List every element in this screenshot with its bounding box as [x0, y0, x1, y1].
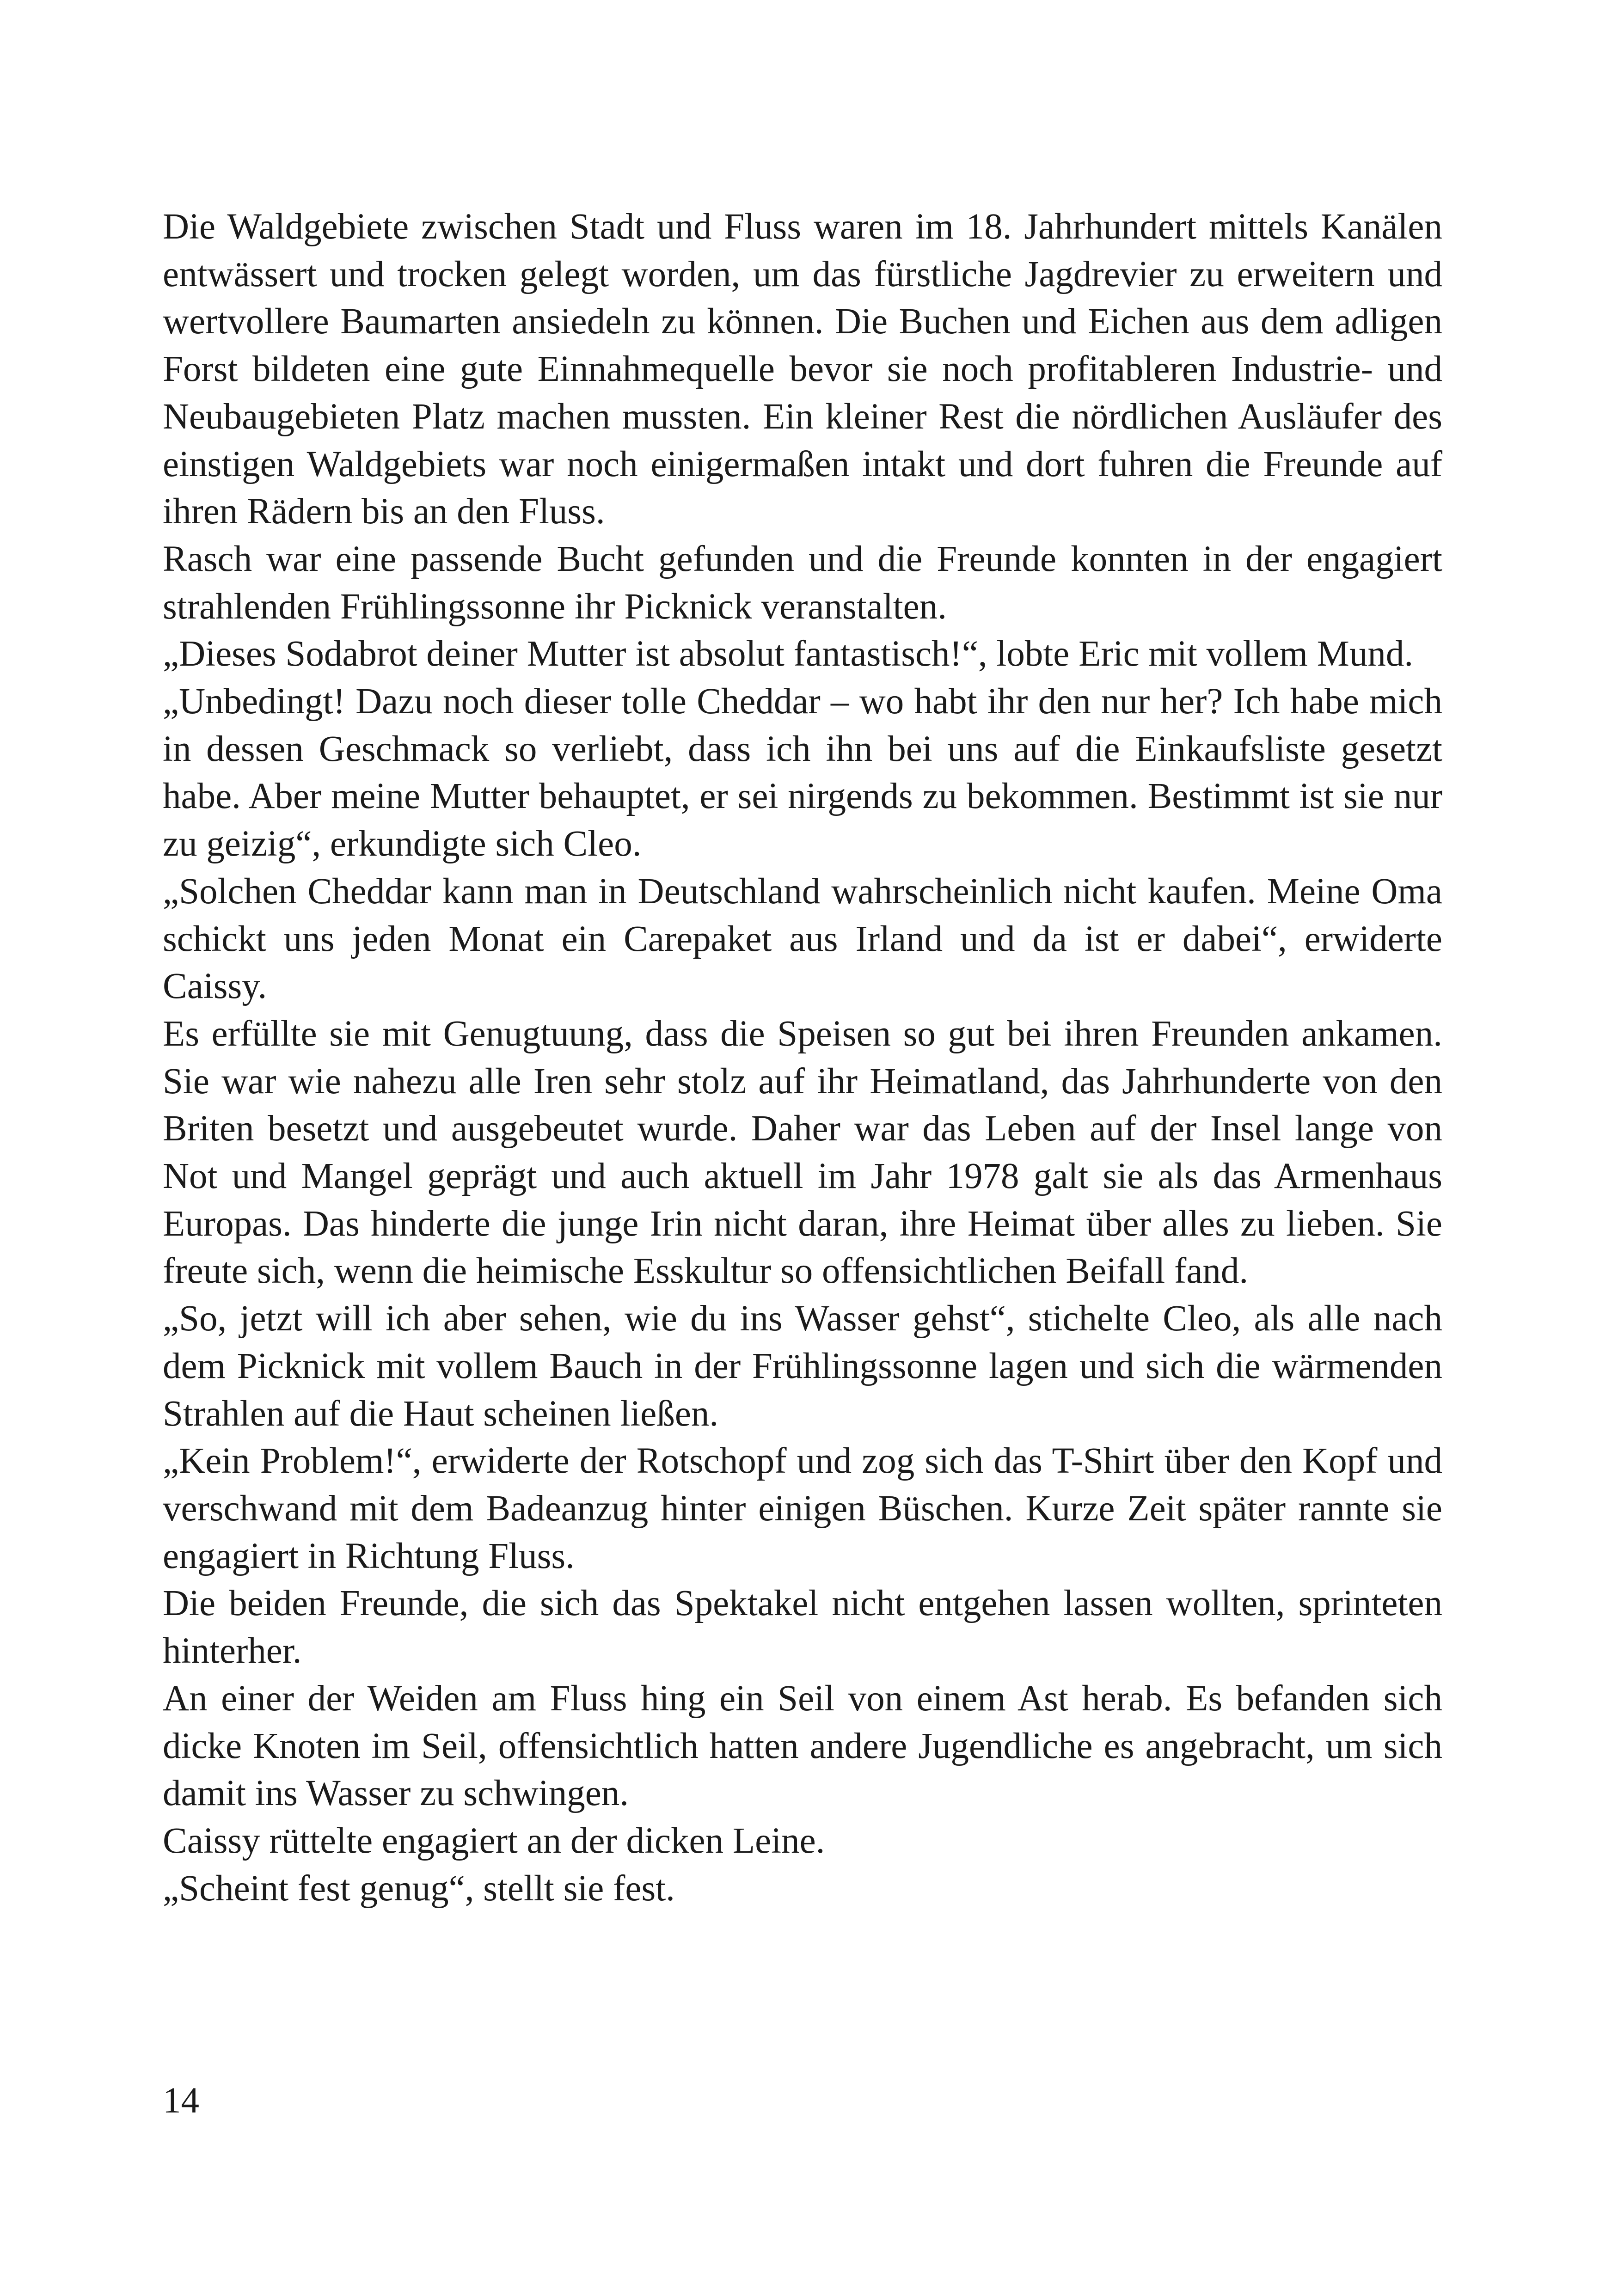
paragraph: „Scheint fest genug“, stellt sie fest. — [163, 1868, 675, 1909]
paragraph: Rasch war eine passende Bucht gefunden und die Freunde konnten in der engagiert strahlenden Frühlingssonne ihr Picknick veranstalten. — [163, 539, 1442, 627]
paragraph: „Solchen Cheddar kann man in Deutschland wahrscheinlich nicht kaufen. Meine Oma schickt uns jeden Monat ein Carepaket aus Irland und da ist er dabei“, erwiderte Caissy. — [163, 871, 1442, 1007]
paragraph: „Kein Problem!“, erwiderte der Rotschopf und zog sich das T-Shirt über den Kopf und verschwand mit dem Badeanzug hinter einigen Büschen. Kurze Zeit später rannte sie engagiert in Richtung Fluss. — [163, 1441, 1442, 1576]
paragraph: „Unbedingt! Dazu noch dieser tolle Cheddar – wo habt ihr den nur her? Ich habe mich in dessen Geschmack so verliebt, dass ich ihn bei uns auf die Einkaufsliste gesetzt habe. Aber meine Mutter behauptet, er sei nirgends zu bekommen. Bestimmt ist sie nur zu geizig“, erkundigte sich Cleo. — [163, 681, 1442, 864]
body-text — [163, 203, 1442, 1912]
page-number: 14 — [163, 2081, 199, 2121]
paragraph: An einer der Weiden am Fluss hing ein Seil von einem Ast herab. Es befanden sich dicke Knoten im Seil, offensichtlich hatten andere Jugendliche es angebracht, um sich damit ins Wasser zu schwingen. — [163, 1678, 1442, 1814]
paragraph: Die Waldgebiete zwischen Stadt und Fluss waren im 18. Jahrhundert mittels Kanälen entwässert und trocken gelegt worden, um das fürstliche Jagdrevier zu erweitern und wertvollere Baumarten ansiedeln zu können. Die Buchen und Eichen aus dem adligen Forst bildeten eine gute Einnahmequelle bevor sie noch profitableren Industrie- und Neubaugebieten Platz machen mussten. Ein kleiner Rest die nördlichen Ausläufer des einstigen Waldgebiets war noch einigermaßen intakt und dort fuhren die Freunde auf ihren Rädern bis an den Fluss. — [163, 207, 1442, 532]
paragraph: „Dieses Sodabrot deiner Mutter ist absolut fantastisch!“, lobte Eric mit vollem Mund. — [163, 634, 1414, 674]
paragraph: Caissy rüttelte engagiert an der dicken Leine. — [163, 1820, 825, 1861]
paragraph: „So, jetzt will ich aber sehen, wie du ins Wasser gehst“, stichelte Cleo, als alle nach dem Picknick mit vollem Bauch in der Frühlingssonne lagen und sich die wärmenden Strahlen auf die Haut scheinen ließen. — [163, 1298, 1442, 1434]
paragraph: Es erfüllte sie mit Genugtuung, dass die Speisen so gut bei ihren Freunden ankamen. Sie war wie nahezu alle Iren sehr stolz auf ihr Heimatland, das Jahrhunderte von den Briten besetzt und ausgebeutet wurde. Daher war das Leben auf der Insel lange von Not und Mangel geprägt und auch aktuell im Jahr 1978 galt sie als das Armenhaus Europas. Das hinderte die junge Irin nicht daran, ihre Heimat über alles zu lieben. Sie freute sich, wenn die heimische Esskultur so offensichtlichen Beifall fand. — [163, 1013, 1442, 1292]
paragraph: Die beiden Freunde, die sich das Spektakel nicht entgehen lassen wollten, sprinteten hinterher. — [163, 1583, 1442, 1671]
